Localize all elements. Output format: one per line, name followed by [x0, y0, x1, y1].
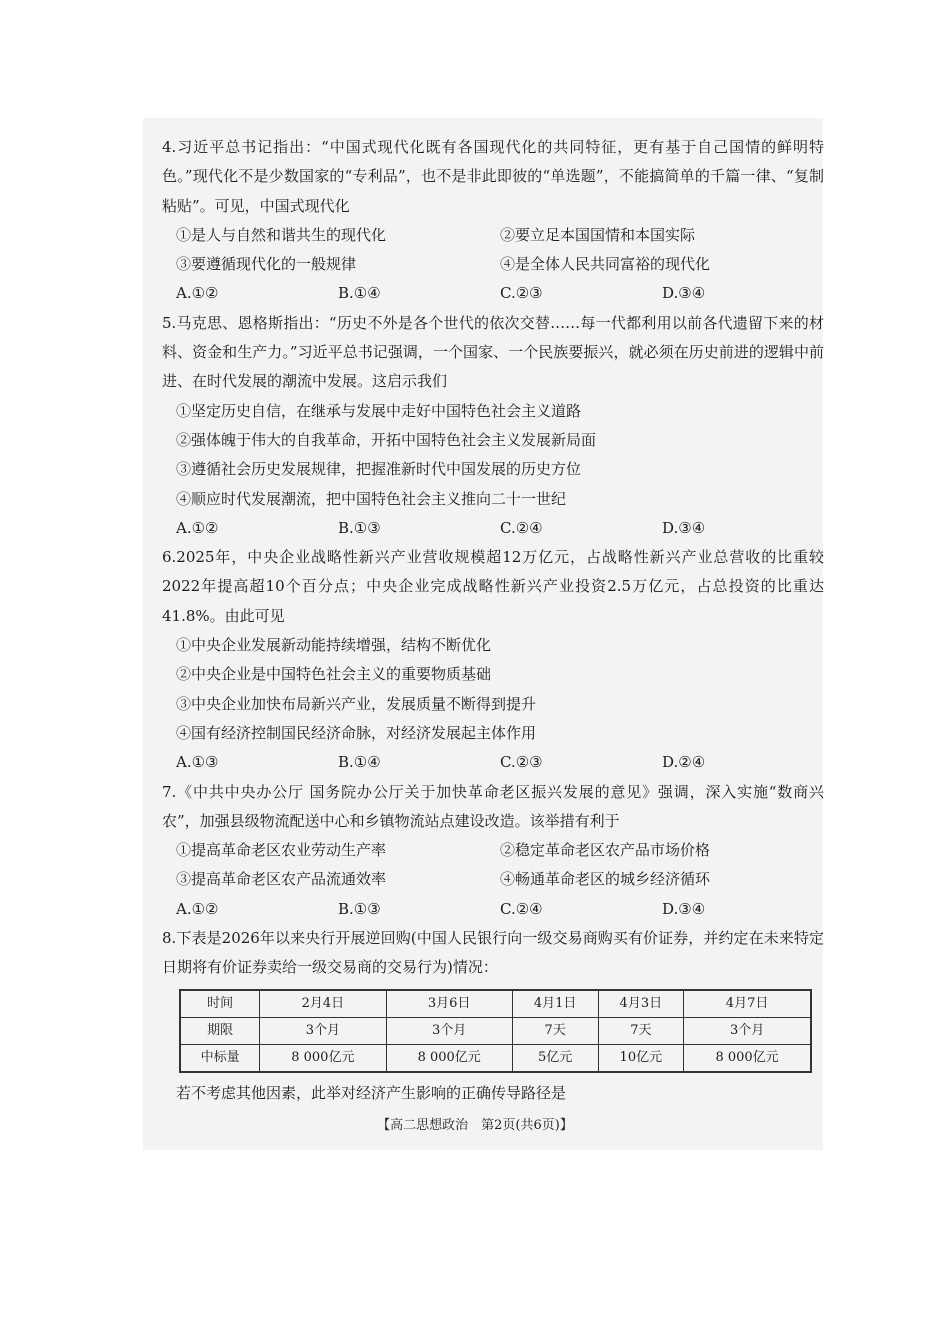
table-cell: 8 000亿元 [260, 1044, 386, 1072]
table-cell: 4月7日 [684, 990, 811, 1018]
question-7 [162, 778, 824, 924]
table-cell: 8 000亿元 [386, 1044, 512, 1072]
statement-row [162, 250, 824, 279]
choice-a: A.①③ [176, 753, 219, 772]
statement-item: ②要立足本国国情和本国实际 [500, 225, 696, 244]
row-header: 期限 [180, 1017, 260, 1044]
statement-row [162, 865, 824, 894]
choice-c: C.②④ [500, 899, 543, 918]
question-stem: 7.《中共中央办公厅 国务院办公厅关于加快革命老区振兴发展的意见》强调，深入实施“数商兴农”，加强县级物流配送中心和乡镇物流站点建设改造。该举措有利于 [162, 782, 824, 830]
row-header: 中标量 [180, 1044, 260, 1072]
table-row [180, 1017, 811, 1044]
statement-item: ③中央企业加快布局新兴产业，发展质量不断得到提升 [176, 694, 537, 713]
table-cell: 4月1日 [512, 990, 598, 1018]
choice-row [162, 895, 824, 924]
choice-b: B.①④ [338, 753, 381, 772]
choice-a: A.①② [176, 284, 219, 303]
row-header: 时间 [180, 990, 260, 1018]
statement-item: ④畅通革命老区的城乡经济循环 [500, 870, 711, 889]
choice-c: C.②④ [500, 518, 543, 537]
choice-d: D.③④ [662, 899, 706, 918]
table-cell: 8 000亿元 [684, 1044, 811, 1072]
choice-a: A.①② [176, 518, 219, 537]
question-6 [162, 543, 824, 777]
question-stem: 8.下表是2026年以来央行开展逆回购(中国人民银行向一级交易商购买有价证券，并约定在未来特定日期将有价证券卖给一级交易商的交易行为)情况： [162, 929, 824, 977]
statement-item: ③提高革命老区农产品流通效率 [176, 870, 387, 889]
table-cell: 2月4日 [260, 990, 386, 1018]
exam-page [162, 133, 824, 1108]
statement-item: ①是人与自然和谐共生的现代化 [176, 225, 387, 244]
choice-c: C.②③ [500, 284, 543, 303]
statement-item: ①提高革命老区农业劳动生产率 [176, 841, 387, 860]
table-cell: 7天 [512, 1017, 598, 1044]
choice-c: C.②③ [500, 753, 543, 772]
question-stem: 6.2025年，中央企业战略性新兴产业营收规模超12万亿元，占战略性新兴产业总营收的比重较2022年提高超10个百分点；中央企业完成战略性新兴产业投资2.5万亿元，占总投资的比重达41.8%。由此可见 [162, 548, 824, 625]
question-stem: 5.马克思、恩格斯指出：“历史不外是各个世代的依次交替……每一代都利用以前各代遗留下来的材料、资金和生产力。”习近平总书记强调，一个国家、一个民族要振兴，就必须在历史前进的逻辑中前进、在时代发展的潮流中发展。这启示我们 [162, 313, 824, 391]
table-cell: 4月3日 [598, 990, 684, 1018]
question-8 [162, 924, 824, 1108]
choice-b: B.①③ [338, 899, 381, 918]
choice-row [162, 514, 824, 543]
statement-item: ③要遵循现代化的一般规律 [176, 255, 357, 274]
choice-b: B.①③ [338, 518, 381, 537]
page-footer: 【高二思想政治 第2页(共6页)】 [377, 1118, 573, 1133]
table-cell: 7天 [598, 1017, 684, 1044]
statement-item: ④是全体人民共同富裕的现代化 [500, 255, 711, 274]
statement-item: ②稳定革命老区农产品市场价格 [500, 841, 711, 860]
question-stem: 4.习近平总书记指出：“中国式现代化既有各国现代化的共同特征，更有基于自己国情的鲜明特色。”现代化不是少数国家的“专利品”，也不是非此即彼的“单选题”，不能搞简单的千篇一律、“复制粘贴”。可见，中国式现代化 [162, 138, 824, 215]
table-cell: 5亿元 [512, 1044, 598, 1072]
table-row [180, 990, 811, 1018]
choice-d: D.③④ [662, 284, 706, 303]
statement-item: ④顺应时代发展潮流，把中国特色社会主义推向二十一世纪 [176, 489, 567, 508]
statement-row [162, 836, 824, 865]
statement-row [162, 221, 824, 250]
choice-b: B.①④ [338, 284, 381, 303]
statement-item: ②强体魄于伟大的自我革命，开拓中国特色社会主义发展新局面 [176, 430, 597, 449]
choice-a: A.①② [176, 899, 219, 918]
table-row [180, 1044, 811, 1072]
statement-item: ③遵循社会历史发展规律，把握准新时代中国发展的历史方位 [176, 460, 582, 479]
table-cell: 3月6日 [386, 990, 512, 1018]
table-cell: 3个月 [260, 1017, 386, 1044]
statement-item: ①坚定历史自信，在继承与发展中走好中国特色社会主义道路 [176, 401, 582, 420]
choice-d: D.②④ [662, 753, 706, 772]
question-note: 若不考虑其他因素，此举对经济产生影响的正确传导路径是 [176, 1083, 567, 1102]
choice-row [162, 279, 824, 308]
statement-item: ②中央企业是中国特色社会主义的重要物质基础 [176, 665, 492, 684]
table-cell: 3个月 [684, 1017, 811, 1044]
question-5 [162, 309, 824, 543]
choice-row [162, 748, 824, 777]
table-cell: 10亿元 [598, 1044, 684, 1072]
question-4 [162, 133, 824, 309]
table-cell: 3个月 [386, 1017, 512, 1044]
statement-item: ①中央企业发展新动能持续增强，结构不断优化 [176, 636, 492, 655]
choice-d: D.③④ [662, 518, 706, 537]
reverse-repo-table [179, 989, 812, 1073]
statement-item: ④国有经济控制国民经济命脉，对经济发展起主体作用 [176, 723, 537, 742]
